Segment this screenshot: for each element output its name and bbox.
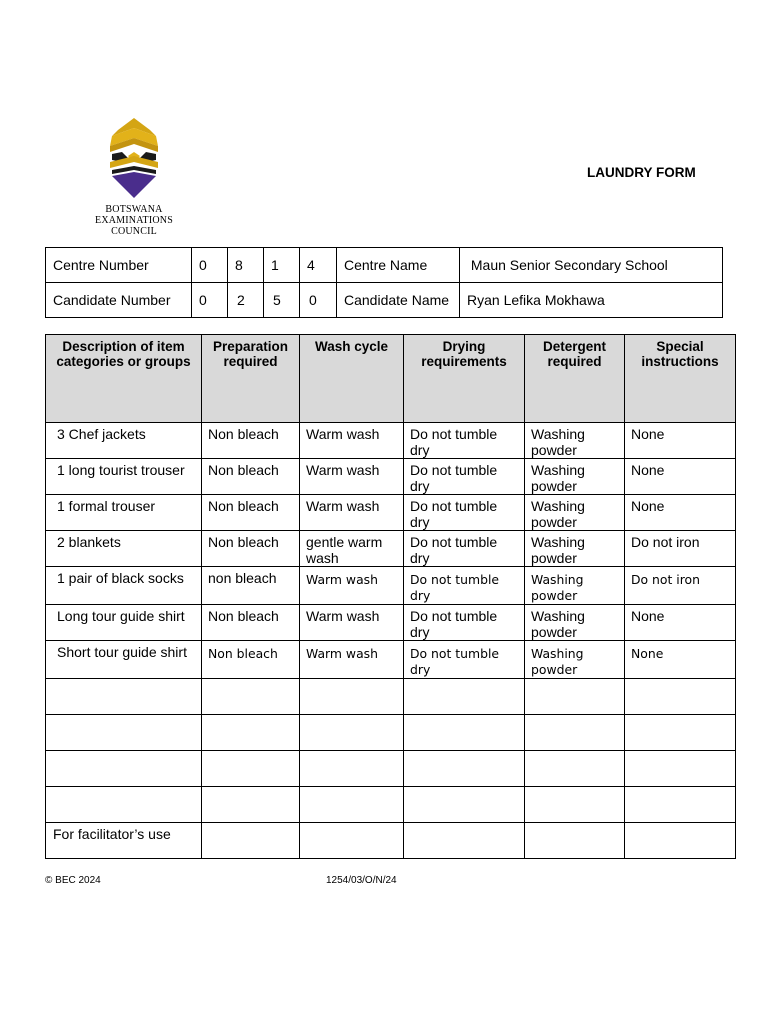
cell-special[interactable]: None (625, 641, 736, 679)
cell-detergent[interactable]: Washing powder (525, 423, 625, 459)
empty-row (46, 679, 736, 715)
table-row (46, 567, 736, 605)
footer-code: 1254/03/O/N/24 (326, 875, 397, 886)
header-drying: Drying requirements (404, 335, 525, 423)
empty-cell[interactable] (46, 715, 202, 751)
cell-description[interactable]: Long tour guide shirt (46, 605, 202, 641)
cell-drying[interactable]: Do not tumble dry (404, 605, 525, 641)
empty-cell[interactable] (525, 715, 625, 751)
candidate-number-digit[interactable]: 5 (264, 283, 300, 318)
table-row (46, 641, 736, 679)
cell-description[interactable]: Short tour guide shirt (46, 641, 202, 679)
table-row (46, 531, 736, 567)
centre-number-row (46, 248, 723, 283)
cell-description[interactable]: 1 pair of black socks (46, 567, 202, 605)
cell-wash-cycle[interactable]: Warm wash (300, 459, 404, 495)
empty-cell[interactable] (202, 679, 300, 715)
facilitator-cell[interactable] (404, 823, 525, 859)
candidate-info-table (45, 247, 723, 318)
centre-number-digit[interactable]: 4 (300, 248, 337, 283)
candidate-number-row (46, 283, 723, 318)
cell-special[interactable]: Do not iron (625, 567, 736, 605)
cell-detergent[interactable]: Washing powder (525, 605, 625, 641)
empty-cell[interactable] (404, 751, 525, 787)
header-preparation: Preparation required (202, 335, 300, 423)
empty-cell[interactable] (202, 751, 300, 787)
candidate-number-digit[interactable]: 0 (300, 283, 337, 318)
header-wash-cycle: Wash cycle (300, 335, 404, 423)
candidate-number-digit[interactable]: 2 (228, 283, 264, 318)
cell-drying[interactable]: Do not tumble dry (404, 495, 525, 531)
cell-wash-cycle[interactable]: Warm wash (300, 423, 404, 459)
facilitator-cell[interactable] (202, 823, 300, 859)
header-special-instructions: Special instructions (625, 335, 736, 423)
cell-preparation[interactable]: Non bleach (202, 605, 300, 641)
table-row (46, 495, 736, 531)
candidate-number-digit[interactable]: 0 (192, 283, 228, 318)
cell-detergent[interactable]: Washing powder (525, 531, 625, 567)
cell-description[interactable]: 1 long tourist trouser (46, 459, 202, 495)
empty-cell[interactable] (404, 715, 525, 751)
cell-special[interactable]: None (625, 495, 736, 531)
empty-cell[interactable] (202, 787, 300, 823)
cell-detergent[interactable]: Washing powder (525, 459, 625, 495)
empty-cell[interactable] (625, 715, 736, 751)
cell-description[interactable]: 3 Chef jackets (46, 423, 202, 459)
cell-special[interactable]: None (625, 605, 736, 641)
empty-row (46, 787, 736, 823)
logo-text-line3: COUNCIL (111, 226, 157, 237)
empty-cell[interactable] (202, 715, 300, 751)
empty-cell[interactable] (625, 787, 736, 823)
empty-cell[interactable] (300, 679, 404, 715)
cell-preparation[interactable]: Non bleach (202, 531, 300, 567)
candidate-name-field[interactable]: Ryan Lefika Mokhawa (460, 283, 723, 318)
empty-cell[interactable] (404, 787, 525, 823)
empty-cell[interactable] (46, 787, 202, 823)
bec-emblem-icon (98, 118, 170, 198)
cell-special[interactable]: Do not iron (625, 531, 736, 567)
centre-number-label: Centre Number (46, 248, 192, 283)
cell-detergent[interactable]: Washing powder (525, 641, 625, 679)
cell-drying[interactable]: Do not tumble dry (404, 423, 525, 459)
cell-special[interactable]: None (625, 459, 736, 495)
cell-detergent[interactable]: Washing powder (525, 495, 625, 531)
table-row (46, 605, 736, 641)
centre-name-label: Centre Name (337, 248, 460, 283)
cell-wash-cycle[interactable]: Warm wash (300, 495, 404, 531)
logo-text-line1: BOTSWANA (105, 204, 163, 215)
cell-drying[interactable]: Do not tumble dry (404, 531, 525, 567)
facilitator-label: For facilitator’s use (46, 823, 202, 859)
centre-number-digit[interactable]: 1 (264, 248, 300, 283)
form-title: LAUNDRY FORM (587, 165, 696, 180)
cell-preparation[interactable]: Non bleach (202, 495, 300, 531)
table-row (46, 459, 736, 495)
empty-cell[interactable] (525, 787, 625, 823)
cell-preparation[interactable]: Non bleach (202, 641, 300, 679)
centre-number-digit[interactable]: 0 (192, 248, 228, 283)
cell-preparation[interactable]: Non bleach (202, 423, 300, 459)
logo (86, 118, 182, 242)
cell-drying[interactable]: Do not tumble dry (404, 641, 525, 679)
empty-cell[interactable] (525, 679, 625, 715)
empty-cell[interactable] (404, 679, 525, 715)
table-row (46, 423, 736, 459)
empty-row (46, 751, 736, 787)
cell-wash-cycle[interactable]: Warm wash (300, 605, 404, 641)
empty-cell[interactable] (625, 679, 736, 715)
table-header-row (46, 335, 736, 423)
facilitator-row (46, 823, 736, 859)
facilitator-cell[interactable] (300, 823, 404, 859)
header-description: Description of item categories or groups (46, 335, 202, 423)
centre-name-field[interactable]: Maun Senior Secondary School (460, 248, 723, 283)
empty-cell[interactable] (46, 679, 202, 715)
cell-description[interactable]: 1 formal trouser (46, 495, 202, 531)
cell-drying[interactable]: Do not tumble dry (404, 567, 525, 605)
facilitator-cell[interactable] (525, 823, 625, 859)
cell-preparation[interactable]: Non bleach (202, 459, 300, 495)
cell-preparation[interactable]: non bleach (202, 567, 300, 605)
cell-special[interactable]: None (625, 423, 736, 459)
laundry-table (45, 334, 736, 859)
empty-cell[interactable] (525, 751, 625, 787)
candidate-number-label: Candidate Number (46, 283, 192, 318)
empty-cell[interactable] (625, 751, 736, 787)
empty-row (46, 715, 736, 751)
cell-detergent[interactable]: Washing powder (525, 567, 625, 605)
cell-wash-cycle[interactable]: gentle warm wash (300, 531, 404, 567)
cell-description[interactable]: 2 blankets (46, 531, 202, 567)
cell-drying[interactable]: Do not tumble dry (404, 459, 525, 495)
cell-wash-cycle[interactable]: Warm wash (300, 567, 404, 605)
empty-cell[interactable] (300, 751, 404, 787)
footer-copyright: © BEC 2024 (45, 875, 101, 886)
logo-text-line2: EXAMINATIONS (95, 215, 173, 226)
cell-wash-cycle[interactable]: Warm wash (300, 641, 404, 679)
header-detergent: Detergent required (525, 335, 625, 423)
facilitator-cell[interactable] (625, 823, 736, 859)
candidate-name-label: Candidate Name (337, 283, 460, 318)
centre-number-digit[interactable]: 8 (228, 248, 264, 283)
empty-cell[interactable] (46, 751, 202, 787)
empty-cell[interactable] (300, 787, 404, 823)
empty-cell[interactable] (300, 715, 404, 751)
